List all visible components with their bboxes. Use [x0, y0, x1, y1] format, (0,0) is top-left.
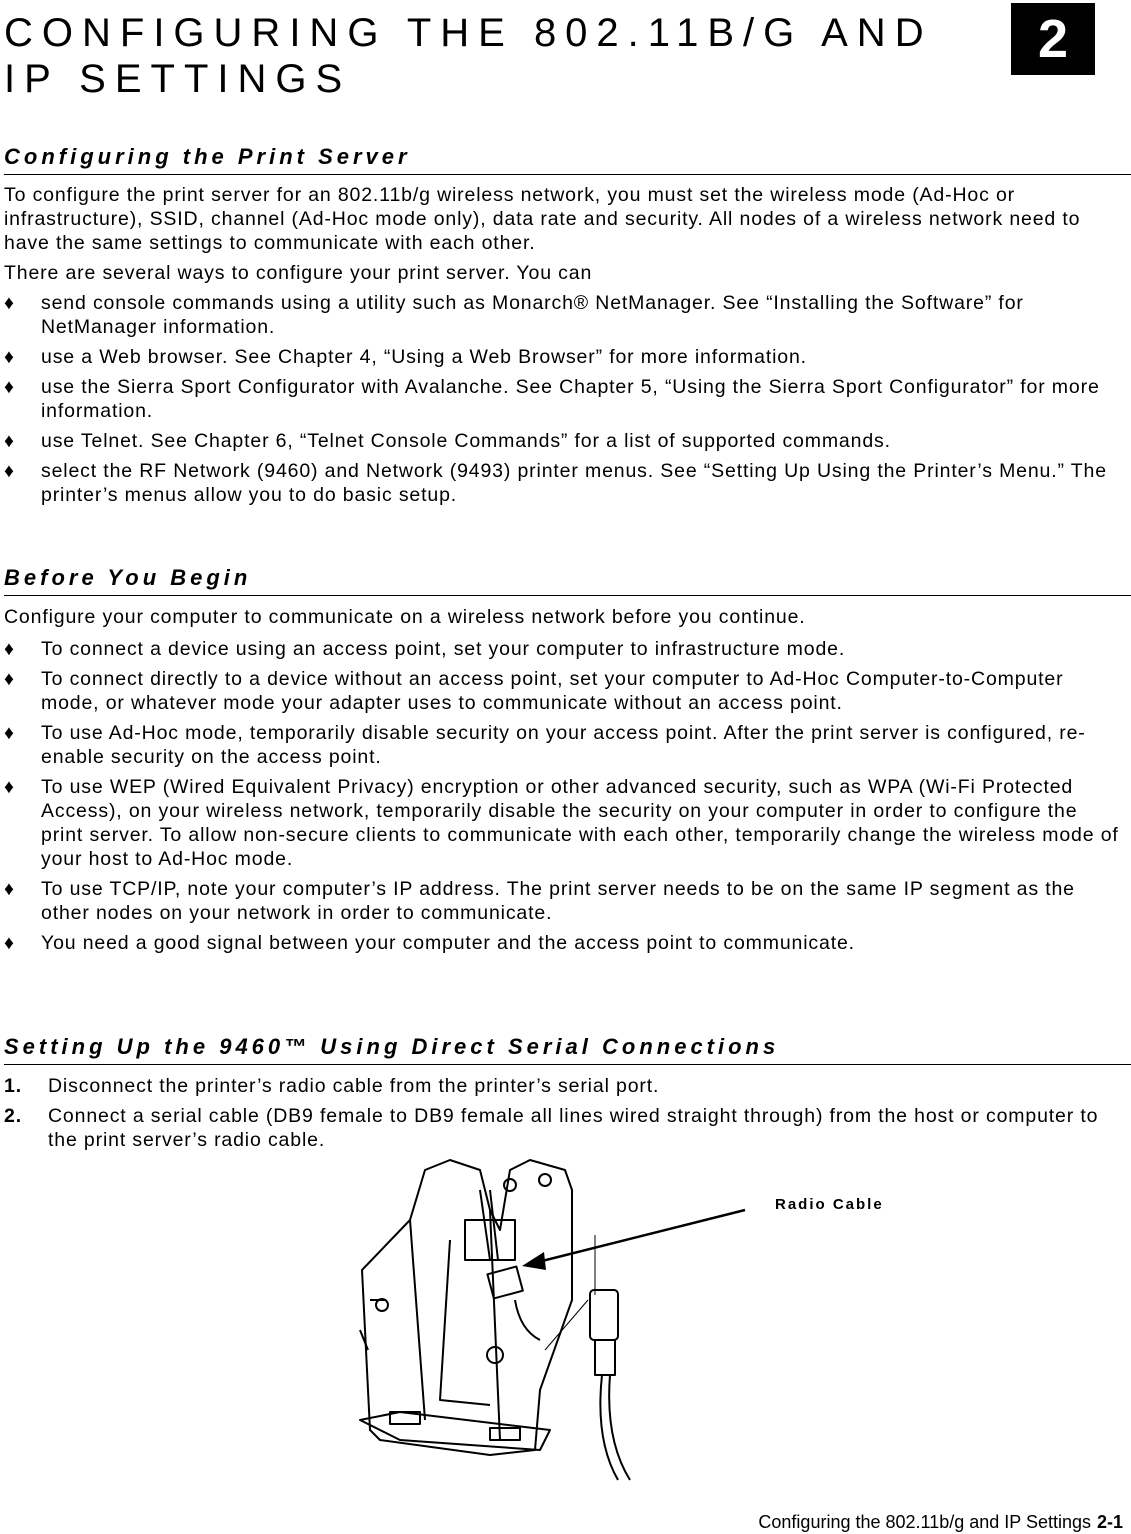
- list-item: ♦ use a Web browser. See Chapter 4, “Using a Web Browser” for more information.: [4, 346, 807, 368]
- bullet-icon: ♦: [4, 638, 15, 660]
- section-heading-print-server: Configuring the Print Server: [4, 144, 1131, 175]
- bullet-icon: ♦: [4, 668, 15, 690]
- step-item: 1. Disconnect the printer’s radio cable from the printer’s serial port.: [4, 1075, 660, 1097]
- section-direct-serial-body: [4, 1074, 1125, 1152]
- list-item: ♦ use the Sierra Sport Configurator with Avalanche. See Chapter 5, “Using the Sierra Sport Configurator” for more information.: [4, 376, 1100, 422]
- list-item: ♦ select the RF Network (9460) and Network (9493) printer menus. See “Setting Up Using the Printer’s Menu.” The printer’s menus allow you to do basic setup.: [4, 460, 1107, 506]
- section-before-you-begin-body: [4, 605, 1125, 955]
- step-number: 1.: [4, 1075, 22, 1097]
- bullet-icon: ♦: [4, 430, 15, 452]
- figure-callout-label: Radio Cable: [775, 1196, 884, 1213]
- list-item: ♦ use Telnet. See Chapter 6, “Telnet Console Commands” for a list of supported commands.: [4, 430, 891, 452]
- page-footer: [758, 1511, 1123, 1533]
- bullet-icon: ♦: [4, 932, 15, 954]
- step-number: 2.: [4, 1105, 22, 1127]
- bullet-icon: ♦: [4, 776, 15, 798]
- paragraph: To configure the print server for an 802.11b/g wireless network, you must set the wireless mode (Ad-Hoc or infrastructure), SSID, channel (Ad-Hoc mode only), data rate and security. All nodes of a wireless network need to have the same settings to communicate with each other.: [4, 184, 1081, 254]
- chapter-title: CONFIGURING THE 802.11B/G AND IP SETTINGS: [4, 11, 933, 101]
- list-item: ♦ To connect directly to a device without an access point, set your computer to Ad-Hoc Computer-to-Computer mode, or whatever mode your adapter uses to communicate without an access point.: [4, 668, 1064, 714]
- bullet-icon: ♦: [4, 722, 15, 744]
- list-item: ♦ To connect a device using an access point, set your computer to infrastructure mode.: [4, 638, 846, 660]
- chapter-number-badge: 2: [1011, 3, 1095, 75]
- bullet-icon: ♦: [4, 292, 15, 314]
- list-item: ♦ To use TCP/IP, note your computer’s IP address. The print server needs to be on the same IP segment as the other nodes on your network in order to communicate.: [4, 878, 1075, 924]
- list-item: ♦ send console commands using a utility such as Monarch® NetManager. See “Installing the Software” for NetManager information.: [4, 292, 1024, 338]
- list-item: ♦ To use WEP (Wired Equivalent Privacy) encryption or other advanced security, such as WPA (Wi-Fi Protected Access), on your wireless network, temporarily disable the security on your computer in order to configure the print server. To allow non-secure clients to communicate with each other, temporarily change the wireless mode of your host to Ad-Hoc mode.: [4, 776, 1119, 870]
- list-item: ♦ To use Ad-Hoc mode, temporarily disable security on your access point. After the print server is configured, re-enable security on the access point.: [4, 722, 1086, 768]
- bullet-icon: ♦: [4, 376, 15, 398]
- section-heading-direct-serial: Setting Up the 9460™ Using Direct Serial Connections: [4, 1034, 1131, 1065]
- list-item: ♦ You need a good signal between your computer and the access point to communicate.: [4, 932, 855, 954]
- paragraph: Configure your computer to communicate on a wireless network before you continue.: [4, 606, 806, 628]
- bullet-icon: ♦: [4, 346, 15, 368]
- paragraph: There are several ways to configure your print server. You can: [4, 262, 593, 284]
- bullet-icon: ♦: [4, 878, 15, 900]
- section-heading-before-you-begin: Before You Begin: [4, 565, 1131, 596]
- footer-text: Configuring the 802.11b/g and IP Settings: [758, 1512, 1091, 1532]
- bullet-icon: ♦: [4, 460, 15, 482]
- section-print-server-body: [4, 183, 1125, 507]
- step-item: 2. Connect a serial cable (DB9 female to DB9 female all lines wired straight through) from the host or computer to the print server’s radio cable.: [4, 1105, 1099, 1151]
- page-number: 2-1: [1096, 1512, 1123, 1532]
